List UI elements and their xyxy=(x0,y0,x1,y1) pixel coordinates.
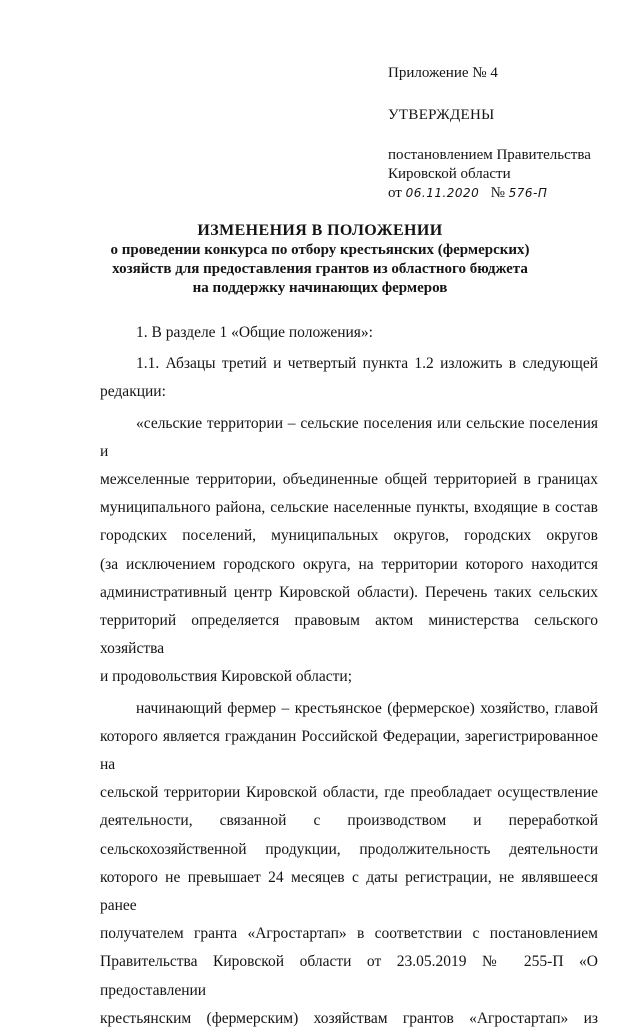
title-line-4: на поддержку начинающих фермеров xyxy=(192,280,448,296)
title-line-3: хозяйств для предоставления грантов из областного бюджета xyxy=(112,261,528,277)
q1-line: «сельские территории – сельские поселения или сельские поселения и xyxy=(100,414,598,460)
title-line-2: о проведении конкурса по отбору крестьянских (фермерских) xyxy=(110,242,530,258)
q2-line: сельской территории Кировской области, где преобладает осуществление xyxy=(100,784,598,802)
q2-line: которого является гражданин Российской Федерации, зарегистрированное на xyxy=(100,727,598,774)
q1-line: межселенные территории, объединенные общей территорией в границах xyxy=(100,471,598,489)
decree-reference xyxy=(388,146,618,203)
q2-line: деятельности, связанной с производством и переработкой xyxy=(100,812,598,830)
q2-line: Правительства Кировской области от 23.05.2019 № 255-П «О предоставлении xyxy=(100,953,598,999)
document-title xyxy=(110,221,530,298)
appendix-label: Приложение № 4 xyxy=(388,65,498,81)
q2-line: получателем гранта «Агростартап» в соответствии с постановлением xyxy=(100,925,598,943)
q1-line: административный центр Кировской области). Перечень таких сельских xyxy=(100,583,598,601)
quote-paragraph-1 xyxy=(100,410,598,692)
item-1-1-line-2: редакции: xyxy=(100,383,166,401)
quote-paragraph-2 xyxy=(100,695,598,1033)
approval-block xyxy=(388,64,618,203)
number-prefix: № xyxy=(490,185,505,201)
q1-line: городских поселений, муниципальных округов, городских округов xyxy=(100,527,598,545)
title-main: ИЗМЕНЕНИЯ В ПОЛОЖЕНИИ xyxy=(197,222,443,239)
document-body xyxy=(100,319,598,1033)
q2-line: начинающий фермер – крестьянское (фермерское) хозяйство, главой xyxy=(136,699,598,717)
q2-line: которого не превышает 24 месяцев с даты регистрации, не являвшееся ранее xyxy=(100,868,598,915)
decree-line-2: Кировской области xyxy=(388,166,511,182)
q1-line: муниципального района, сельские населенные пункты, входящие в состав xyxy=(100,499,598,517)
handwritten-date: 06.11.2020 xyxy=(405,186,480,200)
handwritten-number: 576-П xyxy=(508,186,548,200)
approved-label: УТВЕРЖДЕНЫ xyxy=(388,107,495,123)
item-1-1-line-1: 1.1. Абзацы третий и четвертый пункта 1.2 изложить в следующей xyxy=(136,355,598,373)
q1-line: территорий определяется правовым актом министерства сельского хозяйства xyxy=(100,612,598,658)
q2-line: сельскохозяйственной продукции, продолжительность деятельности xyxy=(100,840,598,858)
q1-line: (за исключением городского округа, на территории которого находится xyxy=(100,555,598,573)
date-prefix: от xyxy=(388,185,402,201)
q2-line: крестьянским (фермерским) хозяйствам грантов «Агростартап» из xyxy=(100,1009,598,1027)
decree-line-1: постановлением Правительства xyxy=(388,147,591,163)
item-1-1 xyxy=(100,350,598,406)
q1-line: и продовольствия Кировской области; xyxy=(100,668,353,686)
decree-date-line xyxy=(388,184,618,203)
item-1: 1. В разделе 1 «Общие положения»: xyxy=(136,324,373,341)
